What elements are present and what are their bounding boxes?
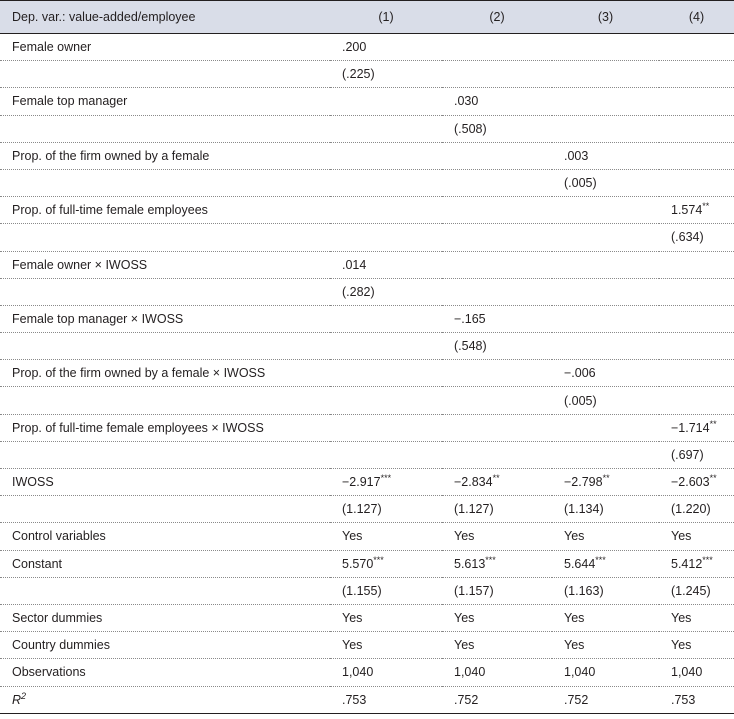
header-col-1: (1) xyxy=(330,1,442,34)
cell-col-4: Yes xyxy=(659,632,734,659)
cell-col-2 xyxy=(442,387,552,414)
cell-col-1: Yes xyxy=(330,523,442,550)
row-label: Control variables xyxy=(0,523,330,550)
header-col-3: (3) xyxy=(552,1,659,34)
table-row xyxy=(0,61,734,88)
row-label: Observations xyxy=(0,659,330,686)
cell-col-3: .003 xyxy=(552,142,659,169)
cell-col-2: .030 xyxy=(442,88,552,115)
cell-col-1: Yes xyxy=(330,604,442,631)
cell-col-4: 1,040 xyxy=(659,659,734,686)
cell-col-4 xyxy=(659,333,734,360)
cell-col-3: Yes xyxy=(552,604,659,631)
cell-col-2 xyxy=(442,441,552,468)
cell-col-3: Yes xyxy=(552,632,659,659)
cell-col-3 xyxy=(552,88,659,115)
row-label: Constant xyxy=(0,550,330,577)
table-row xyxy=(0,197,734,224)
row-label xyxy=(0,496,330,523)
cell-col-4 xyxy=(659,115,734,142)
cell-col-3: (1.134) xyxy=(552,496,659,523)
table-row xyxy=(0,169,734,196)
cell-col-1 xyxy=(330,441,442,468)
table-row xyxy=(0,496,734,523)
cell-col-1 xyxy=(330,305,442,332)
cell-col-4 xyxy=(659,360,734,387)
table-row xyxy=(0,523,734,550)
cell-col-3: Yes xyxy=(552,523,659,550)
table-body xyxy=(0,34,734,714)
cell-col-1 xyxy=(330,197,442,224)
table-row xyxy=(0,278,734,305)
cell-col-3: .752 xyxy=(552,686,659,713)
cell-col-4: .753 xyxy=(659,686,734,713)
row-label xyxy=(0,115,330,142)
cell-col-1: (.225) xyxy=(330,61,442,88)
cell-col-3: (.005) xyxy=(552,387,659,414)
table-row xyxy=(0,686,734,713)
cell-col-2 xyxy=(442,34,552,61)
cell-col-1 xyxy=(330,115,442,142)
table-row xyxy=(0,632,734,659)
table-row xyxy=(0,333,734,360)
table-row xyxy=(0,251,734,278)
cell-col-1: (1.155) xyxy=(330,577,442,604)
cell-col-4 xyxy=(659,169,734,196)
table-row xyxy=(0,34,734,61)
cell-col-1 xyxy=(330,169,442,196)
cell-col-2: Yes xyxy=(442,632,552,659)
cell-col-2 xyxy=(442,251,552,278)
cell-col-4: 1.574** xyxy=(659,197,734,224)
table-row xyxy=(0,441,734,468)
cell-col-1 xyxy=(330,88,442,115)
table-row xyxy=(0,360,734,387)
cell-col-2: Yes xyxy=(442,523,552,550)
cell-col-1 xyxy=(330,333,442,360)
row-label: Prop. of full-time female employees × IWOSS xyxy=(0,414,330,441)
cell-col-2: (.508) xyxy=(442,115,552,142)
row-label xyxy=(0,387,330,414)
cell-col-1: .200 xyxy=(330,34,442,61)
header-row xyxy=(0,1,734,34)
cell-col-1 xyxy=(330,414,442,441)
cell-col-2: −.165 xyxy=(442,305,552,332)
cell-col-3: −.006 xyxy=(552,360,659,387)
table-row xyxy=(0,224,734,251)
table-header xyxy=(0,1,734,34)
row-label: Country dummies xyxy=(0,632,330,659)
table-row xyxy=(0,550,734,577)
row-label xyxy=(0,333,330,360)
cell-col-1: .014 xyxy=(330,251,442,278)
cell-col-4 xyxy=(659,251,734,278)
row-label: Prop. of the firm owned by a female × IWOSS xyxy=(0,360,330,387)
cell-col-2: −2.834** xyxy=(442,469,552,496)
cell-col-2 xyxy=(442,360,552,387)
row-label: Prop. of the firm owned by a female xyxy=(0,142,330,169)
row-label xyxy=(0,224,330,251)
cell-col-3 xyxy=(552,333,659,360)
cell-col-1 xyxy=(330,360,442,387)
row-label xyxy=(0,577,330,604)
row-label: Female top manager xyxy=(0,88,330,115)
cell-col-3 xyxy=(552,61,659,88)
row-label: $R^2$ xyxy=(0,686,330,713)
cell-col-2: 1,040 xyxy=(442,659,552,686)
cell-col-1 xyxy=(330,224,442,251)
cell-col-4: (1.245) xyxy=(659,577,734,604)
cell-col-4 xyxy=(659,305,734,332)
cell-col-2 xyxy=(442,414,552,441)
cell-col-1 xyxy=(330,387,442,414)
header-col-4: (4) xyxy=(659,1,734,34)
table-row xyxy=(0,142,734,169)
table-row xyxy=(0,387,734,414)
cell-col-1: (1.127) xyxy=(330,496,442,523)
row-label: Female owner × IWOSS xyxy=(0,251,330,278)
cell-col-4 xyxy=(659,34,734,61)
cell-col-1: −2.917*** xyxy=(330,469,442,496)
cell-col-4 xyxy=(659,88,734,115)
cell-col-2: Yes xyxy=(442,604,552,631)
cell-col-4 xyxy=(659,278,734,305)
cell-col-1: Yes xyxy=(330,632,442,659)
table-row xyxy=(0,577,734,604)
cell-col-3 xyxy=(552,414,659,441)
row-label: IWOSS xyxy=(0,469,330,496)
cell-col-3 xyxy=(552,115,659,142)
cell-col-4: −1.714** xyxy=(659,414,734,441)
row-label: Female owner xyxy=(0,34,330,61)
table-row xyxy=(0,659,734,686)
cell-col-2 xyxy=(442,142,552,169)
cell-col-1: .753 xyxy=(330,686,442,713)
cell-col-4: (.634) xyxy=(659,224,734,251)
cell-col-2: 5.613*** xyxy=(442,550,552,577)
cell-col-3 xyxy=(552,224,659,251)
row-label xyxy=(0,441,330,468)
cell-col-3 xyxy=(552,441,659,468)
cell-col-4: 5.412*** xyxy=(659,550,734,577)
cell-col-3 xyxy=(552,278,659,305)
table-row xyxy=(0,414,734,441)
cell-col-4: Yes xyxy=(659,604,734,631)
table-row xyxy=(0,604,734,631)
table-row xyxy=(0,469,734,496)
cell-col-2: (1.127) xyxy=(442,496,552,523)
cell-col-3: (.005) xyxy=(552,169,659,196)
row-label: Prop. of full-time female employees xyxy=(0,197,330,224)
cell-col-3 xyxy=(552,305,659,332)
cell-col-3: −2.798** xyxy=(552,469,659,496)
cell-col-4: −2.603** xyxy=(659,469,734,496)
cell-col-2: .752 xyxy=(442,686,552,713)
header-col-2: (2) xyxy=(442,1,552,34)
cell-col-3: (1.163) xyxy=(552,577,659,604)
table-row xyxy=(0,305,734,332)
cell-col-3 xyxy=(552,34,659,61)
cell-col-2 xyxy=(442,169,552,196)
row-label: Female top manager × IWOSS xyxy=(0,305,330,332)
cell-col-2: (1.157) xyxy=(442,577,552,604)
cell-col-1 xyxy=(330,142,442,169)
cell-col-2 xyxy=(442,224,552,251)
row-label: Sector dummies xyxy=(0,604,330,631)
cell-col-1: (.282) xyxy=(330,278,442,305)
cell-col-4: (1.220) xyxy=(659,496,734,523)
cell-col-2 xyxy=(442,278,552,305)
cell-col-2 xyxy=(442,61,552,88)
header-dep-var: Dep. var.: value-added/employee xyxy=(0,1,330,34)
table-row xyxy=(0,88,734,115)
cell-col-3: 5.644*** xyxy=(552,550,659,577)
cell-col-1: 5.570*** xyxy=(330,550,442,577)
row-label xyxy=(0,169,330,196)
cell-col-2: (.548) xyxy=(442,333,552,360)
cell-col-4 xyxy=(659,61,734,88)
cell-col-3 xyxy=(552,197,659,224)
cell-col-3: 1,040 xyxy=(552,659,659,686)
cell-col-4: (.697) xyxy=(659,441,734,468)
row-label xyxy=(0,61,330,88)
table-row xyxy=(0,115,734,142)
row-label xyxy=(0,278,330,305)
cell-col-3 xyxy=(552,251,659,278)
cell-col-4 xyxy=(659,142,734,169)
cell-col-4: Yes xyxy=(659,523,734,550)
cell-col-2 xyxy=(442,197,552,224)
cell-col-4 xyxy=(659,387,734,414)
cell-col-1: 1,040 xyxy=(330,659,442,686)
